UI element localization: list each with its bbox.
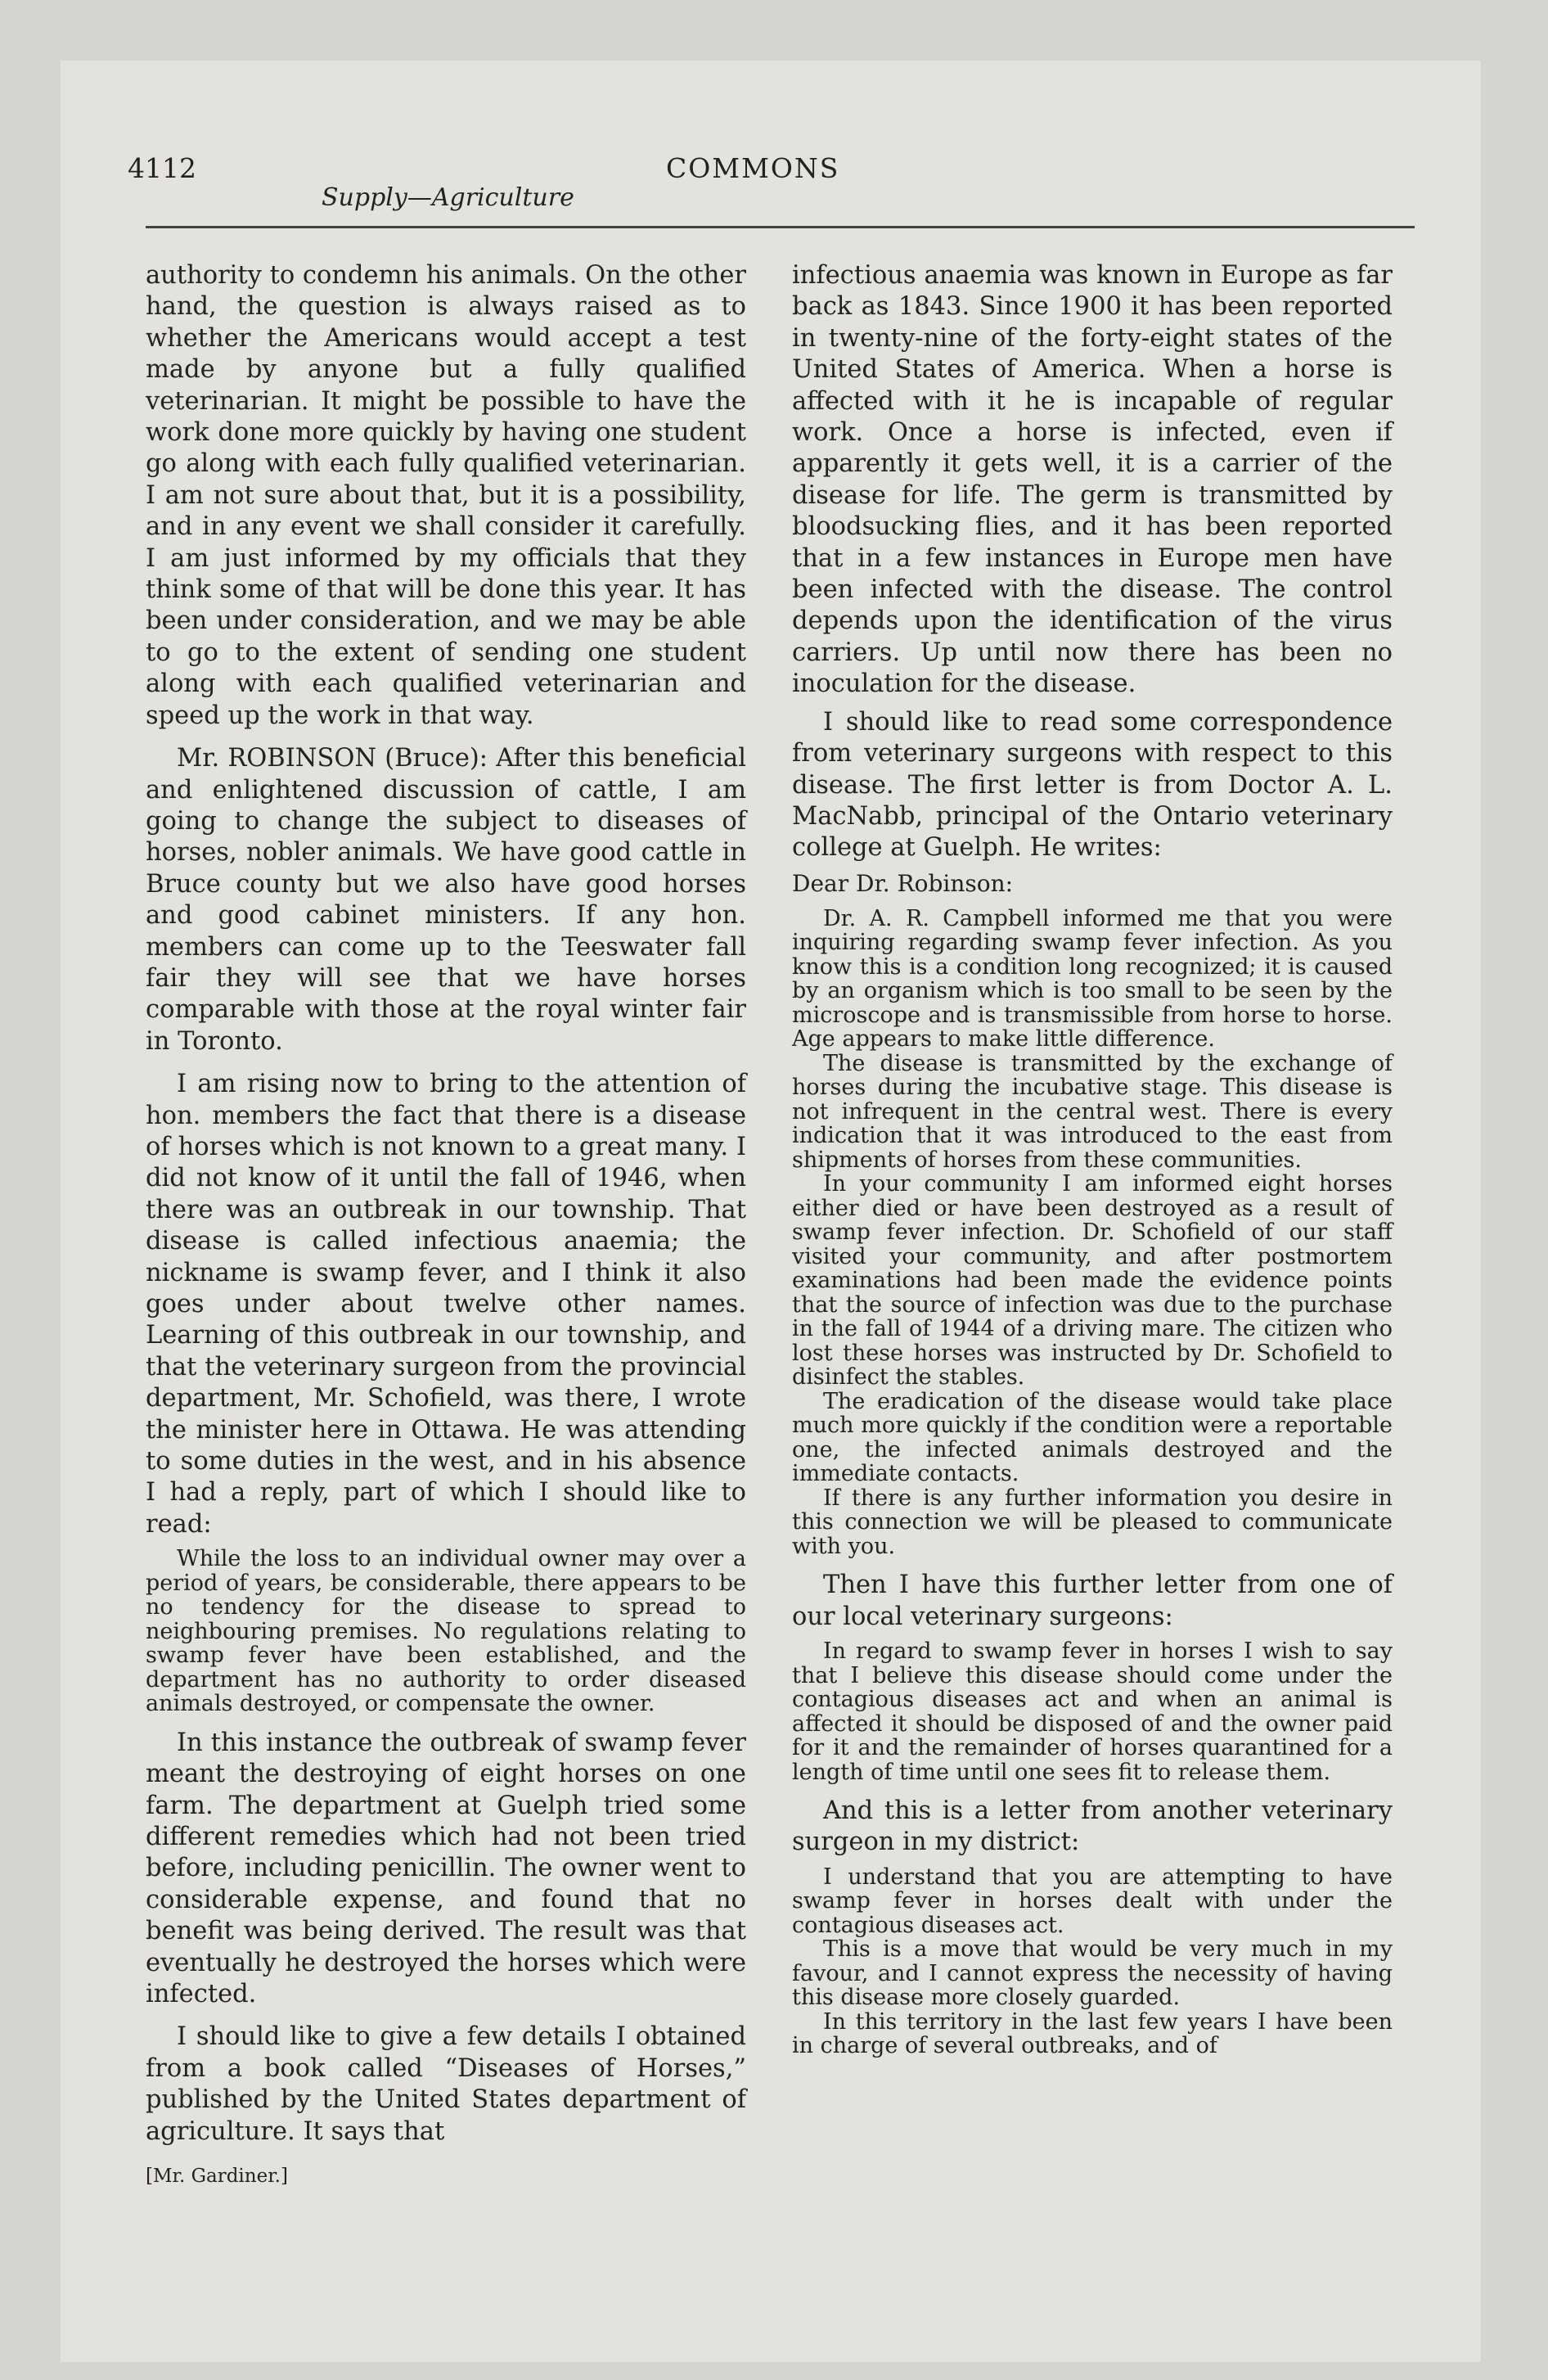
paragraph: infectious anaemia was known in Europe as far back as 1843. Since 1900 it has been reported in twenty-nine of the forty-eight states of the United States of America. When a horse is affected with it he is incapable of regular work. Once a horse is infected, even if apparently it gets well, it is a carrier of the disease for life. The germ is transmitted by bloodsucking flies, and it has been reported that in a few instances in Europe men have been infected with the disease. The control depends upon the identification of the virus carriers. Up until now there has been no inoculation for the disease.: [792, 261, 1393, 699]
quoted-letter: The disease is transmitted by the exchange of horses during the incubative stage. This disease is not infrequent in the central west. There is every indication that it was introduced to the east from shipments of horses from these communities.: [792, 1050, 1393, 1173]
quoted-letter: I understand that you are attempting to have swamp fever in horses dealt with under the contagious diseases act.: [792, 1864, 1393, 1938]
quoted-letter: While the loss to an individual owner may over a period of years, be considerable, there appears to be no tendency for the disease to spread to neighbouring premises. No regulations relating to swamp fever have been established, and the department has no authority to order diseased animals destroyed, or compensate the owner.: [146, 1546, 746, 1717]
salutation: Dear Dr. Robinson:: [792, 869, 1014, 897]
section-title: Supply—Agriculture: [322, 183, 574, 212]
quoted-letter: This is a move that would be very much in my favour, and I cannot express the necessity of having this disease more closely guarded.: [792, 1936, 1393, 2011]
quoted-letter: In regard to swamp fever in horses I wish to say that I believe this disease should come under the contagious diseases act and when an animal is affected it should be disposed of and the owner paid for it and the remainder of horses quarantined for a length of time until one sees fit to release them.: [792, 1639, 1393, 1785]
quoted-letter: Dr. A. R. Campbell informed me that you were inquiring regarding swamp fever infection. As you know this is a condition long recognized; it is caused by an organism which is too small to be seen by the microscope and is transmissible from horse to horse. Age appears to make little difference.: [792, 905, 1393, 1053]
quoted-letter: If there is any further information you desire in this connection we will be pleased to communicate with you.: [792, 1485, 1393, 1559]
paragraph: authority to condemn his animals. On the other hand, the question is always raised as to whether the Americans would accept a test made by anyone but a fully qualified veterinarian. It might be possible to have the work done more quickly by having one student go along with each fully qualified veterinarian. I am not sure about that, but it is a possibility, and in any event we shall consider it carefully. I am just informed by my officials that they think some of that will be done this year. It has been under consideration, and we may be able to go to the extent of sending one student along with each qualified veterinarian and speed up the work in that way.: [146, 261, 746, 730]
speaker-attribution: [Mr. Gardiner.]: [146, 2166, 288, 2188]
paragraph: In this instance the outbreak of swamp fever meant the destroying of eight horses on one farm. The department at Guelph tried some different remedies which had not been tried before, including penicillin. The owner went to considerable expense, and found that no benefit was being derived. The result was that eventually he destroyed the horses which were infected.: [146, 1728, 746, 2008]
quoted-letter: In your community I am informed eight horses either died or have been destroyed as a result of swamp fever infection. Dr. Schofield of our staff visited your community, and after postmortem examinations had been made the evidence points that the source of infection was due to the purchase in the fall of 1944 of a driving mare. The citizen who lost these horses was instructed by Dr. Schofield to disinfect the stables.: [792, 1171, 1393, 1391]
paragraph: Then I have this further letter from one of our local veterinary surgeons:: [792, 1571, 1393, 1631]
paragraph: Mr. ROBINSON (Bruce): After this beneficial and enlightened discussion of cattle, I am going to change the subject to diseases of horses, nobler animals. We have good cattle in Bruce county but we also have good horses and good cabinet ministers. If any hon. members can come up to the Teeswater fall fair they will see that we have horses comparable with those at the royal winter fair in Toronto.: [146, 744, 746, 1056]
paragraph: I should like to give a few details I obtained from a book called “Diseases of Horses,” published by the United States department of agriculture. It says that: [146, 2022, 746, 2146]
quoted-letter: In this territory in the last few years I have been in charge of several outbreaks, and of: [792, 2008, 1393, 2059]
paragraph: I should like to read some correspondence from veterinary surgeons with respect to this disease. The first letter is from Doctor A. L. MacNabb, principal of the Ontario veterinary college at Guelph. He writes:: [792, 707, 1393, 863]
paragraph: And this is a letter from another veterinary surgeon in my district:: [792, 1796, 1393, 1857]
header-rule: [146, 226, 1415, 228]
journal-title: COMMONS: [666, 152, 840, 184]
paragraph: I am rising now to bring to the attention of hon. members the fact that there is a disease of horses which is not known to a great many. I did not know of it until the fall of 1946, when there was an outbreak in our township. That disease is called infectious anaemia; the nickname is swamp fever, and I think it also goes under about twelve other names. Learning of this outbreak in our township, and that the veterinary surgeon from the provincial department, Mr. Schofield, was there, I wrote the minister here in Ottawa. He was attending to some duties in the west, and in his absence I had a reply, part of which I should like to read:: [146, 1070, 746, 1539]
quoted-letter: The eradication of the disease would take place much more quickly if the condition were a reportable one, the infected animals destroyed and the immediate contacts.: [792, 1388, 1393, 1487]
right-column: [792, 260, 1393, 2058]
page-header: [0, 0, 1548, 246]
page-number: 4112: [128, 152, 196, 184]
left-column: [146, 260, 746, 2188]
